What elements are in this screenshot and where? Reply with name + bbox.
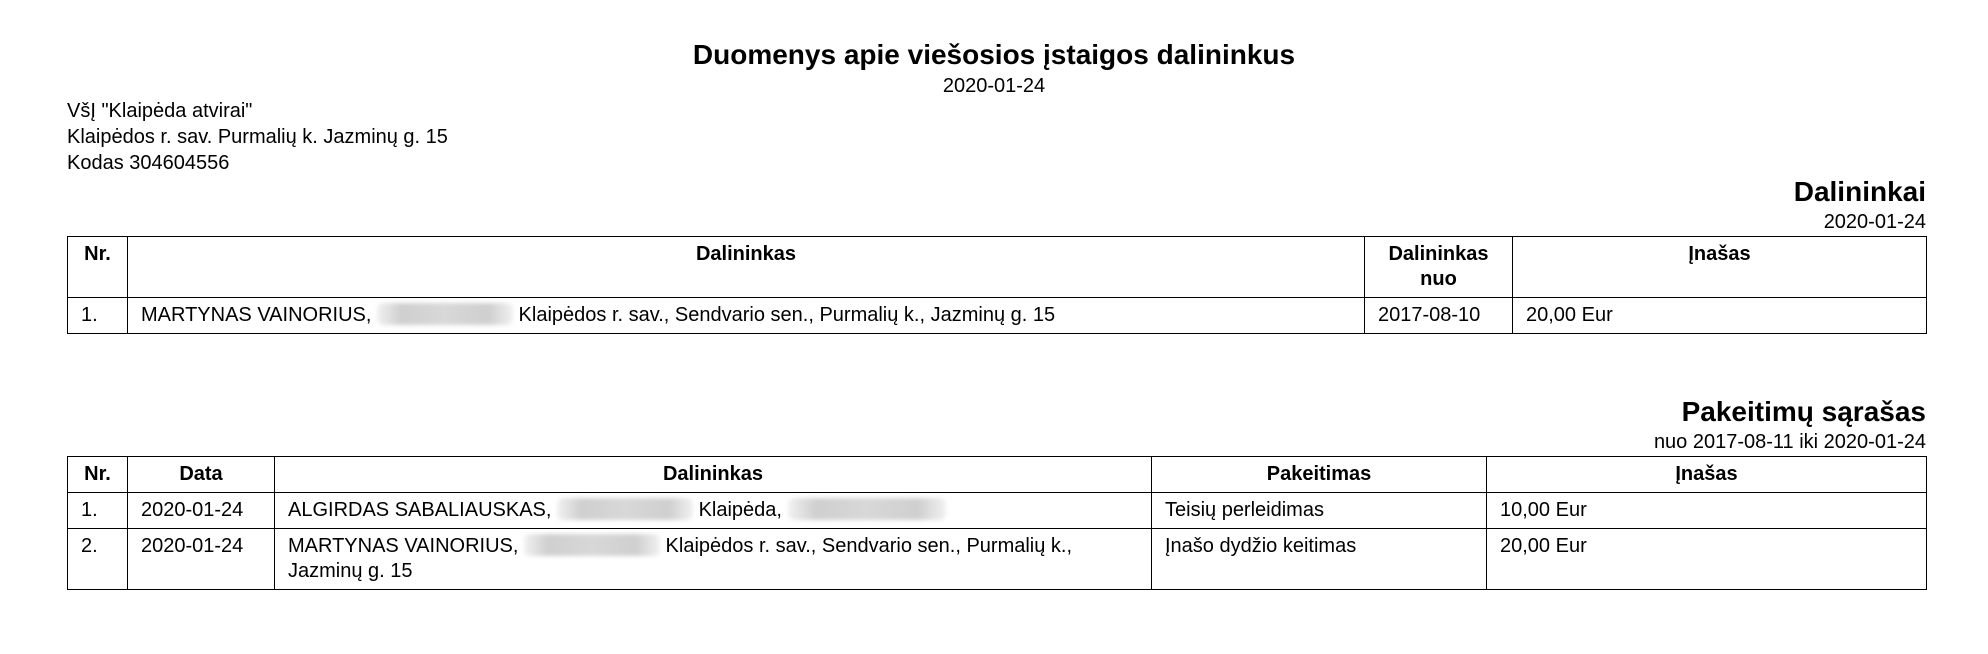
table-row	[68, 529, 1927, 590]
table-row	[68, 493, 1927, 529]
row-nr: 1.	[68, 298, 128, 334]
changes-title: Pakeitimų sąrašas	[1681, 396, 1926, 427]
shareholder-name: MARTYNAS VAINORIUS,	[141, 304, 372, 326]
shareholder-address: Klaipėda,	[698, 499, 782, 521]
row-change: Teisių perleidimas	[1152, 493, 1487, 529]
shareholder-address: Klaipėdos r. sav., Sendvario sen., Purmalių k., Jazminų g. 15	[518, 304, 1056, 326]
table-row	[68, 298, 1927, 334]
header-since-line2: nuo	[1420, 268, 1457, 290]
redacted-code	[557, 498, 693, 520]
shareholder-name: ALGIRDAS SABALIAUSKAS,	[288, 499, 552, 521]
table-header-row	[68, 457, 1927, 493]
shareholders-title: Dalininkai	[1793, 176, 1926, 207]
changes-range: nuo 2017-08-11 iki 2020-01-24	[1653, 431, 1926, 453]
table-header-row	[68, 237, 1927, 298]
organization-info	[67, 98, 448, 176]
redacted-address	[788, 498, 946, 520]
row-date: 2020-01-24	[128, 493, 275, 529]
row-nr: 1.	[68, 493, 128, 529]
changes-table	[67, 456, 1927, 590]
row-shareholder	[128, 298, 1365, 334]
header-contribution: Įnašas	[1513, 237, 1927, 298]
row-nr: 2.	[68, 529, 128, 590]
row-date: 2020-01-24	[128, 529, 275, 590]
header-contribution: Įnašas	[1487, 457, 1927, 493]
redacted-code	[524, 534, 660, 556]
organization-address: Klaipėdos r. sav. Purmalių k. Jazminų g. 15	[67, 126, 448, 148]
row-contribution: 10,00 Eur	[1487, 493, 1927, 529]
shareholders-date: 2020-01-24	[1823, 211, 1926, 233]
header-nr: Nr.	[68, 457, 128, 493]
row-shareholder	[275, 493, 1152, 529]
header-since	[1365, 237, 1513, 298]
header-nr: Nr.	[68, 237, 128, 298]
organization-code: Kodas 304604556	[67, 152, 230, 174]
header-since-line1: Dalininkas	[1388, 243, 1489, 265]
document-title: Duomenys apie viešosios įstaigos dalininkus	[692, 39, 1296, 70]
header-change: Pakeitimas	[1152, 457, 1487, 493]
shareholder-address: Klaipėdos r. sav., Sendvario sen., Purmalių k., Jazminų g. 15	[288, 535, 1073, 582]
row-contribution: 20,00 Eur	[1487, 529, 1927, 590]
shareholder-name: MARTYNAS VAINORIUS,	[288, 535, 519, 557]
header-shareholder: Dalininkas	[275, 457, 1152, 493]
document-date: 2020-01-24	[942, 75, 1046, 97]
row-shareholder	[275, 529, 1152, 590]
header-shareholder: Dalininkas	[128, 237, 1365, 298]
row-change: Įnašo dydžio keitimas	[1152, 529, 1487, 590]
organization-name: VšĮ "Klaipėda atvirai"	[67, 100, 253, 122]
header-date: Data	[128, 457, 275, 493]
row-since: 2017-08-10	[1365, 298, 1513, 334]
shareholders-table	[67, 236, 1927, 334]
row-contribution: 20,00 Eur	[1513, 298, 1927, 334]
redacted-code	[377, 303, 513, 325]
